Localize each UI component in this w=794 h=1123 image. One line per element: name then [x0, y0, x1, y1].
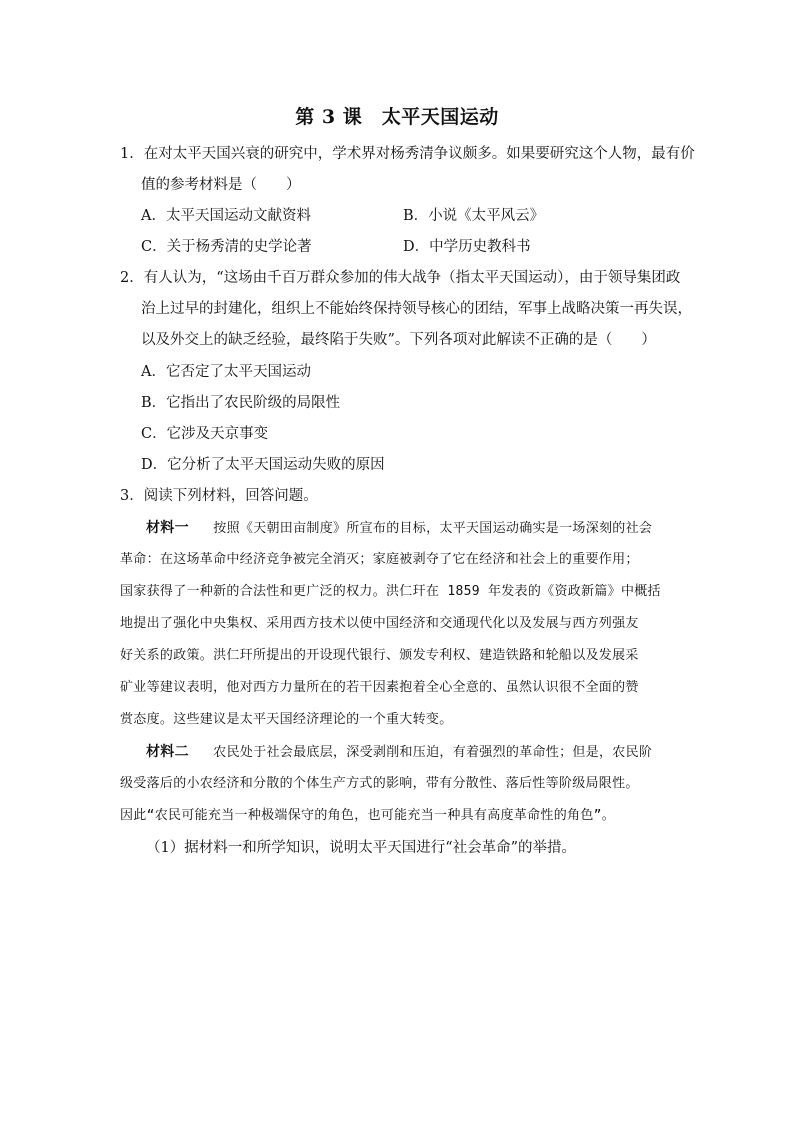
material-1-label: 材料一 [146, 520, 189, 536]
q2-stem-line3: 以及外交上的缺乏经验，最终陷于失败”。下列各项对此解读不正确的是（ ） [141, 332, 656, 348]
material-2-line2: 级受落后的小农经济和分散的个体生产方式的影响，带有分散性、落后性等阶级局限性。 [120, 776, 639, 791]
material-2-label: 材料二 [146, 744, 189, 760]
q1-option-a: A．太平天国运动文献资料 [141, 208, 311, 224]
material-2-line1 [146, 745, 652, 759]
material-2-text: 农民处于社会最底层，深受剥削和压迫，有着强烈的革命性；但是，农民阶 [213, 745, 653, 760]
material-1-line3: 国家获得了一种新的合法性和更广泛的权力。洪仁玕在 1859 年发表的《资政新篇》中概括 [120, 584, 661, 599]
q2-option-a: A．它否定了太平天国运动 [141, 364, 311, 380]
material-1-line2: 革命：在这场革命中经济竞争被完全消灭；家庭被剥夺了它在经济和社会上的重要作用； [120, 552, 639, 567]
q1-option-b: B．小说《太平风云》 [403, 208, 545, 224]
q2-option-b: B．它指出了农民阶级的局限性 [141, 395, 341, 411]
q1-option-c: C．关于杨秀清的史学论著 [141, 239, 312, 255]
material-1-text: 按照《天朝田亩制度》所宣布的目标，太平天国运动确实是一场深刻的社会 [213, 521, 653, 536]
q2-stem-line2: 治上过早的封建化，组织上不能始终保持领导核心的团结，军事上战略决策一再失误， [141, 301, 692, 317]
material-1-line5: 好关系的政策。洪仁玕所提出的开设现代银行、颁发专利权、建造铁路和轮船以及发展采 [120, 648, 639, 663]
q3-intro: 3．阅读下列材料，回答问题。 [120, 488, 318, 504]
q1-stem-line2: 值的参考材料是（ ） [141, 177, 301, 193]
q2-option-d: D．它分析了太平天国运动失败的原因 [141, 457, 385, 473]
q2-option-c: C．它涉及天京事变 [141, 426, 269, 442]
material-2-line3: 因此“农民可能充当一种极端保守的角色，也可能充当一种具有高度革命性的角色”。 [120, 808, 616, 823]
material-1-line6: 矿业等建议表明，他对西方力量所在的若干因素抱着全心全意的、虽然认识很不全面的赞 [120, 680, 639, 695]
q1-stem-line1: 1．在对太平天国兴衰的研究中，学术界对杨秀清争议颇多。如果要研究这个人物，最有价 [120, 146, 695, 162]
q1-option-d: D．中学历史教科书 [403, 239, 531, 255]
material-1-line1 [146, 521, 652, 535]
q2-stem-line1: 2．有人认为，“这场由千百万群众参加的伟大战争（指太平天国运动），由于领导集团政 [120, 270, 681, 286]
q3-subquestion-1: （1）据材料一和所学知识，说明太平天国进行“社会革命”的举措。 [146, 840, 577, 856]
material-1-line7: 赏态度。这些建议是太平天国经济理论的一个重大转变。 [120, 712, 453, 727]
lesson-title: 第 3 课 太平天国运动 [295, 106, 499, 128]
material-1-line4: 地提出了强化中央集权、采用西方技术以使中国经济和交通现代化以及发展与西方列强友 [120, 616, 639, 631]
